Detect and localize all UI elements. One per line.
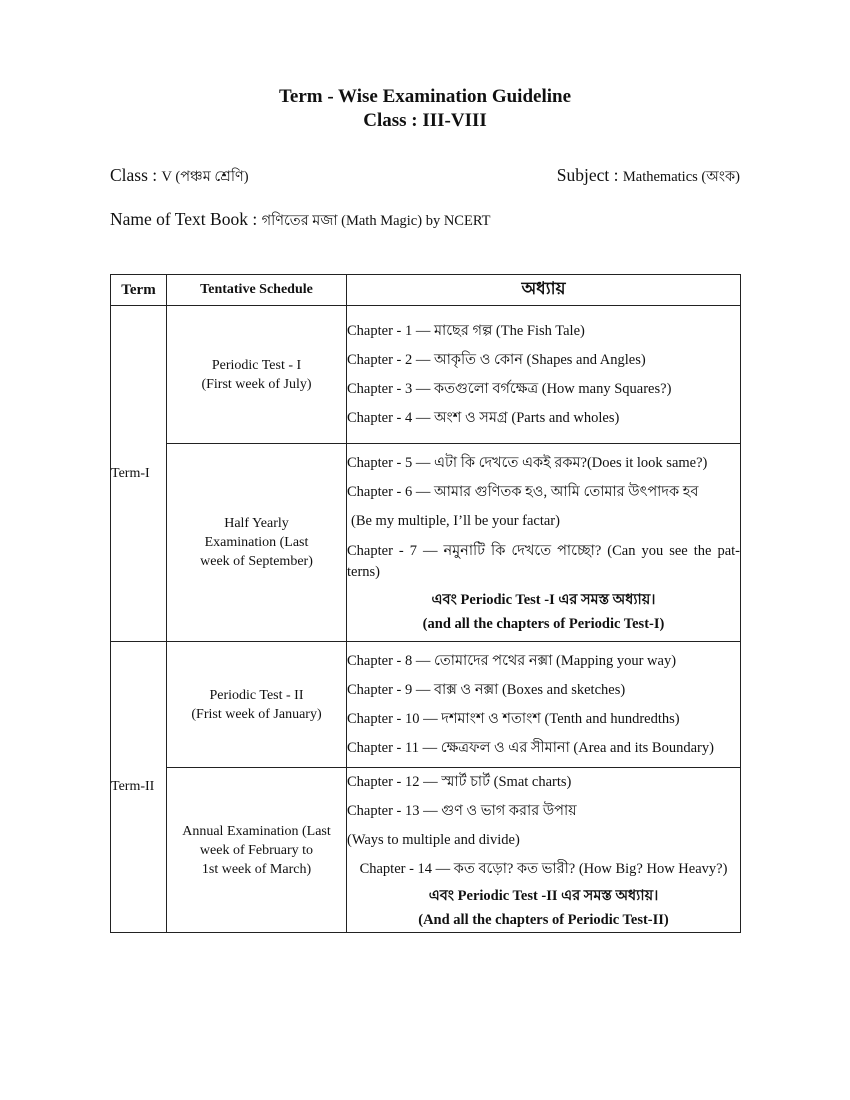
table-row — [111, 642, 741, 768]
table-row — [111, 444, 741, 642]
schedule-line: week of February to — [199, 842, 314, 858]
schedule-cell — [167, 642, 347, 768]
chapter-item: Chapter - 9 — বাক্স ও নক্সা (Boxes and sketches) — [347, 681, 626, 698]
chapter-item: Chapter - 5 — এটা কি দেখতে একই রকম?(Does it look same?) — [347, 455, 708, 471]
chapters-note: এবং Periodic Test -II এর সমস্ত অধ্যায়। — [428, 888, 659, 904]
header-term: Term — [111, 275, 167, 306]
chapter-item: Chapter - 4 — অংশ ও সমগ্র (Parts and wholes) — [347, 409, 620, 426]
chapter-item: Chapter - 13 — গুণ ও ভাগ করার উপায় — [347, 803, 577, 819]
schedule-line: Periodic Test - II — [209, 687, 304, 703]
header-schedule: Tentative Schedule — [167, 275, 347, 306]
chapters-note: (and all the chapters of Periodic Test-I) — [422, 616, 665, 632]
term-cell: Term-I — [111, 306, 167, 642]
chapter-item: Chapter - 6 — আমার গুণিতক হও, আমি তোমার উৎপাদক হব — [347, 484, 699, 500]
textbook-value: গণিতের মজা (Math Magic) by NCERT — [261, 213, 491, 229]
chapter-item: Chapter - 12 — স্মার্ট চার্ট (Smat charts) — [347, 774, 572, 790]
table-row — [111, 768, 741, 933]
document-subtitle: Class : III-VIII — [363, 110, 487, 131]
table-row — [111, 306, 741, 444]
class-value: V (পঞ্চম শ্রেণি) — [161, 169, 249, 185]
schedule-line: week of September) — [200, 554, 313, 569]
chapters-cell — [347, 642, 741, 768]
schedule-cell — [167, 768, 347, 933]
document-title: Term - Wise Examination Guideline — [278, 86, 572, 107]
chapter-item: Chapter - 14 — কত বড়ো? কত ভারী? (How Big? How Heavy?) — [359, 861, 728, 877]
subject-info — [557, 165, 740, 190]
chapters-note: এবং Periodic Test -I এর সমস্ত অধ্যায়। — [431, 592, 656, 608]
schedule-line: 1st week of March) — [201, 861, 312, 877]
chapter-item: Chapter - 1 — মাছের গল্প (The Fish Tale) — [347, 322, 585, 339]
chapters-note: (And all the chapters of Periodic Test-II) — [418, 912, 669, 928]
subject-label: Subject : — [556, 165, 623, 185]
schedule-line: (Frist week of January) — [191, 706, 322, 722]
schedule-line: Periodic Test - I — [211, 357, 302, 373]
class-label: Class : — [110, 165, 162, 185]
chapter-item: Chapter - 7 — নমুনাটি কি দেখতে পাচ্ছো? (Can you see the pat-terns) — [347, 543, 740, 580]
schedule-line: Half Yearly — [224, 516, 289, 531]
table-header-row — [111, 275, 741, 306]
header-chapters: অধ্যায় — [347, 275, 741, 306]
chapter-item: Chapter - 8 — তোমাদের পথের নক্সা (Mapping your way) — [347, 652, 677, 669]
schedule-table — [110, 274, 741, 933]
term-cell: Term-II — [111, 642, 167, 933]
schedule-cell — [167, 306, 347, 444]
chapter-item: Chapter - 11 — ক্ষেত্রফল ও এর সীমানা (Area and its Boundary) — [347, 739, 714, 756]
chapters-cell — [347, 306, 741, 444]
chapter-item: Chapter - 10 — দশমাংশ ও শতাংশ (Tenth and hundredths) — [347, 710, 680, 727]
schedule-line: (First week of July) — [201, 376, 312, 392]
schedule-cell — [167, 444, 347, 642]
chapters-cell — [347, 444, 741, 642]
class-info — [110, 165, 249, 190]
textbook-info — [110, 209, 490, 234]
chapter-item: (Be my multiple, I’ll be your factar) — [351, 513, 560, 529]
chapter-item: (Ways to multiple and divide) — [347, 832, 520, 848]
subject-value: Mathematics (অংক) — [622, 169, 740, 185]
chapter-item: Chapter - 3 — কতগুলো বর্গক্ষেত্র (How many Squares?) — [347, 380, 672, 397]
textbook-label: Name of Text Book : — [110, 209, 262, 229]
chapter-item: Chapter - 2 — আকৃতি ও কোন (Shapes and Angles) — [347, 351, 646, 368]
chapters-cell — [347, 768, 741, 933]
schedule-line: Examination (Last — [204, 535, 309, 550]
schedule-line: Annual Examination (Last — [182, 823, 331, 839]
